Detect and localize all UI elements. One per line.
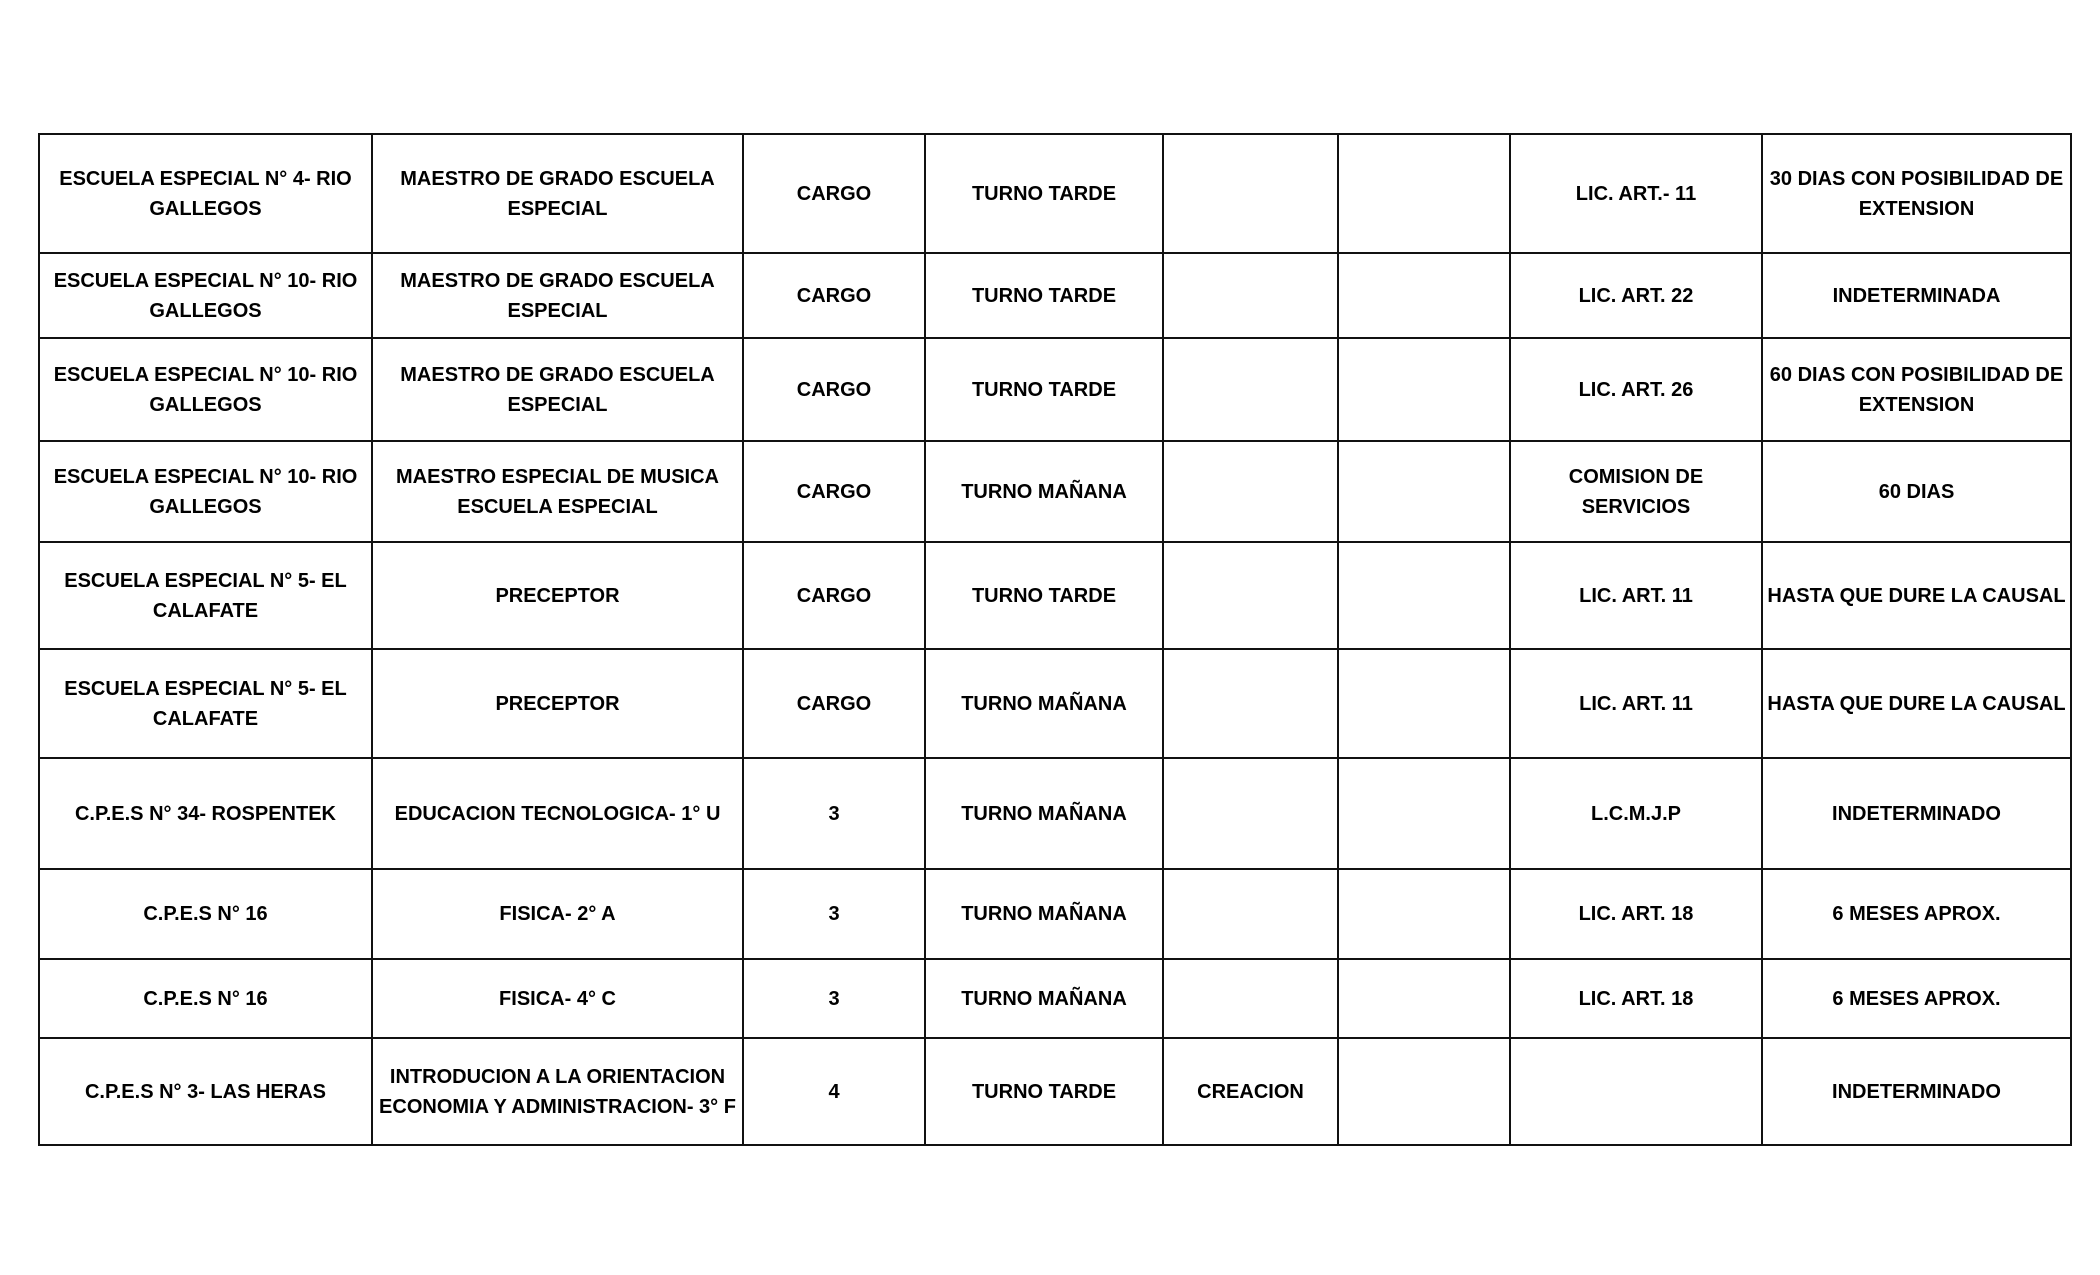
cell-school: C.P.E.S N° 16 [39, 869, 372, 959]
cell-position: FISICA- 4° C [372, 959, 743, 1038]
cell-license: LIC. ART. 18 [1510, 869, 1762, 959]
cell-duration: INDETERMINADO [1762, 1038, 2071, 1145]
cell-duration: HASTA QUE DURE LA CAUSAL [1762, 542, 2071, 649]
cell-duration: 6 MESES APROX. [1762, 959, 2071, 1038]
cell-school: C.P.E.S N° 3- LAS HERAS [39, 1038, 372, 1145]
table-row [39, 758, 2071, 869]
cell-shift: TURNO TARDE [925, 542, 1163, 649]
cell-hours: CARGO [743, 649, 925, 758]
table-row [39, 869, 2071, 959]
cell-license: LIC. ART.- 11 [1510, 134, 1762, 253]
table-row [39, 649, 2071, 758]
cell-reason [1163, 649, 1338, 758]
cell-shift: TURNO TARDE [925, 134, 1163, 253]
cell-extra [1338, 253, 1510, 338]
cell-shift: TURNO TARDE [925, 253, 1163, 338]
cell-duration: 6 MESES APROX. [1762, 869, 2071, 959]
cell-license: LIC. ART. 18 [1510, 959, 1762, 1038]
cell-position: MAESTRO DE GRADO ESCUELA ESPECIAL [372, 338, 743, 441]
cell-reason [1163, 959, 1338, 1038]
cell-reason [1163, 253, 1338, 338]
cell-extra [1338, 338, 1510, 441]
cell-extra [1338, 134, 1510, 253]
table-body [39, 134, 2071, 1145]
cell-school: ESCUELA ESPECIAL N° 5- EL CALAFATE [39, 542, 372, 649]
cell-license: COMISION DE SERVICIOS [1510, 441, 1762, 542]
cell-school: ESCUELA ESPECIAL N° 10- RIO GALLEGOS [39, 441, 372, 542]
cell-license: LIC. ART. 11 [1510, 649, 1762, 758]
cell-hours: CARGO [743, 253, 925, 338]
cell-license: LIC. ART. 11 [1510, 542, 1762, 649]
cell-reason [1163, 338, 1338, 441]
cell-shift: TURNO MAÑANA [925, 441, 1163, 542]
cell-reason [1163, 869, 1338, 959]
cell-shift: TURNO TARDE [925, 338, 1163, 441]
cell-duration: HASTA QUE DURE LA CAUSAL [1762, 649, 2071, 758]
cell-reason [1163, 758, 1338, 869]
cell-shift: TURNO MAÑANA [925, 959, 1163, 1038]
cell-hours: 3 [743, 959, 925, 1038]
cell-hours: 3 [743, 869, 925, 959]
table-row [39, 1038, 2071, 1145]
cell-reason [1163, 441, 1338, 542]
cell-school: ESCUELA ESPECIAL N° 5- EL CALAFATE [39, 649, 372, 758]
cell-duration: INDETERMINADO [1762, 758, 2071, 869]
cell-shift: TURNO MAÑANA [925, 758, 1163, 869]
table-row [39, 441, 2071, 542]
cell-hours: 3 [743, 758, 925, 869]
table-row [39, 338, 2071, 441]
cell-extra [1338, 758, 1510, 869]
cell-shift: TURNO TARDE [925, 1038, 1163, 1145]
cell-position: MAESTRO DE GRADO ESCUELA ESPECIAL [372, 134, 743, 253]
cell-license [1510, 1038, 1762, 1145]
cell-school: ESCUELA ESPECIAL N° 4- RIO GALLEGOS [39, 134, 372, 253]
cell-reason [1163, 542, 1338, 649]
cell-license: L.C.M.J.P [1510, 758, 1762, 869]
table-row [39, 542, 2071, 649]
cell-duration: 60 DIAS CON POSIBILIDAD DE EXTENSION [1762, 338, 2071, 441]
cell-school: C.P.E.S N° 34- ROSPENTEK [39, 758, 372, 869]
cell-extra [1338, 959, 1510, 1038]
cell-position: EDUCACION TECNOLOGICA- 1° U [372, 758, 743, 869]
cell-school: ESCUELA ESPECIAL N° 10- RIO GALLEGOS [39, 338, 372, 441]
cell-position: MAESTRO ESPECIAL DE MUSICA ESCUELA ESPECIAL [372, 441, 743, 542]
cell-extra [1338, 542, 1510, 649]
cell-shift: TURNO MAÑANA [925, 869, 1163, 959]
cell-extra [1338, 1038, 1510, 1145]
cell-reason [1163, 134, 1338, 253]
cell-position: PRECEPTOR [372, 542, 743, 649]
cell-hours: 4 [743, 1038, 925, 1145]
cell-license: LIC. ART. 22 [1510, 253, 1762, 338]
table-row [39, 134, 2071, 253]
cell-position: PRECEPTOR [372, 649, 743, 758]
cell-extra [1338, 869, 1510, 959]
cell-extra [1338, 441, 1510, 542]
cell-shift: TURNO MAÑANA [925, 649, 1163, 758]
cell-extra [1338, 649, 1510, 758]
cell-position: INTRODUCION A LA ORIENTACION ECONOMIA Y ADMINISTRACION- 3° F [372, 1038, 743, 1145]
table-row [39, 253, 2071, 338]
cell-license: LIC. ART. 26 [1510, 338, 1762, 441]
cell-duration: INDETERMINADA [1762, 253, 2071, 338]
table-row [39, 959, 2071, 1038]
cell-reason: CREACION [1163, 1038, 1338, 1145]
vacancy-table [38, 133, 2072, 1146]
cell-school: ESCUELA ESPECIAL N° 10- RIO GALLEGOS [39, 253, 372, 338]
cell-duration: 60 DIAS [1762, 441, 2071, 542]
cell-duration: 30 DIAS CON POSIBILIDAD DE EXTENSION [1762, 134, 2071, 253]
cell-hours: CARGO [743, 441, 925, 542]
cell-hours: CARGO [743, 134, 925, 253]
cell-hours: CARGO [743, 542, 925, 649]
cell-position: FISICA- 2° A [372, 869, 743, 959]
cell-hours: CARGO [743, 338, 925, 441]
cell-position: MAESTRO DE GRADO ESCUELA ESPECIAL [372, 253, 743, 338]
cell-school: C.P.E.S N° 16 [39, 959, 372, 1038]
